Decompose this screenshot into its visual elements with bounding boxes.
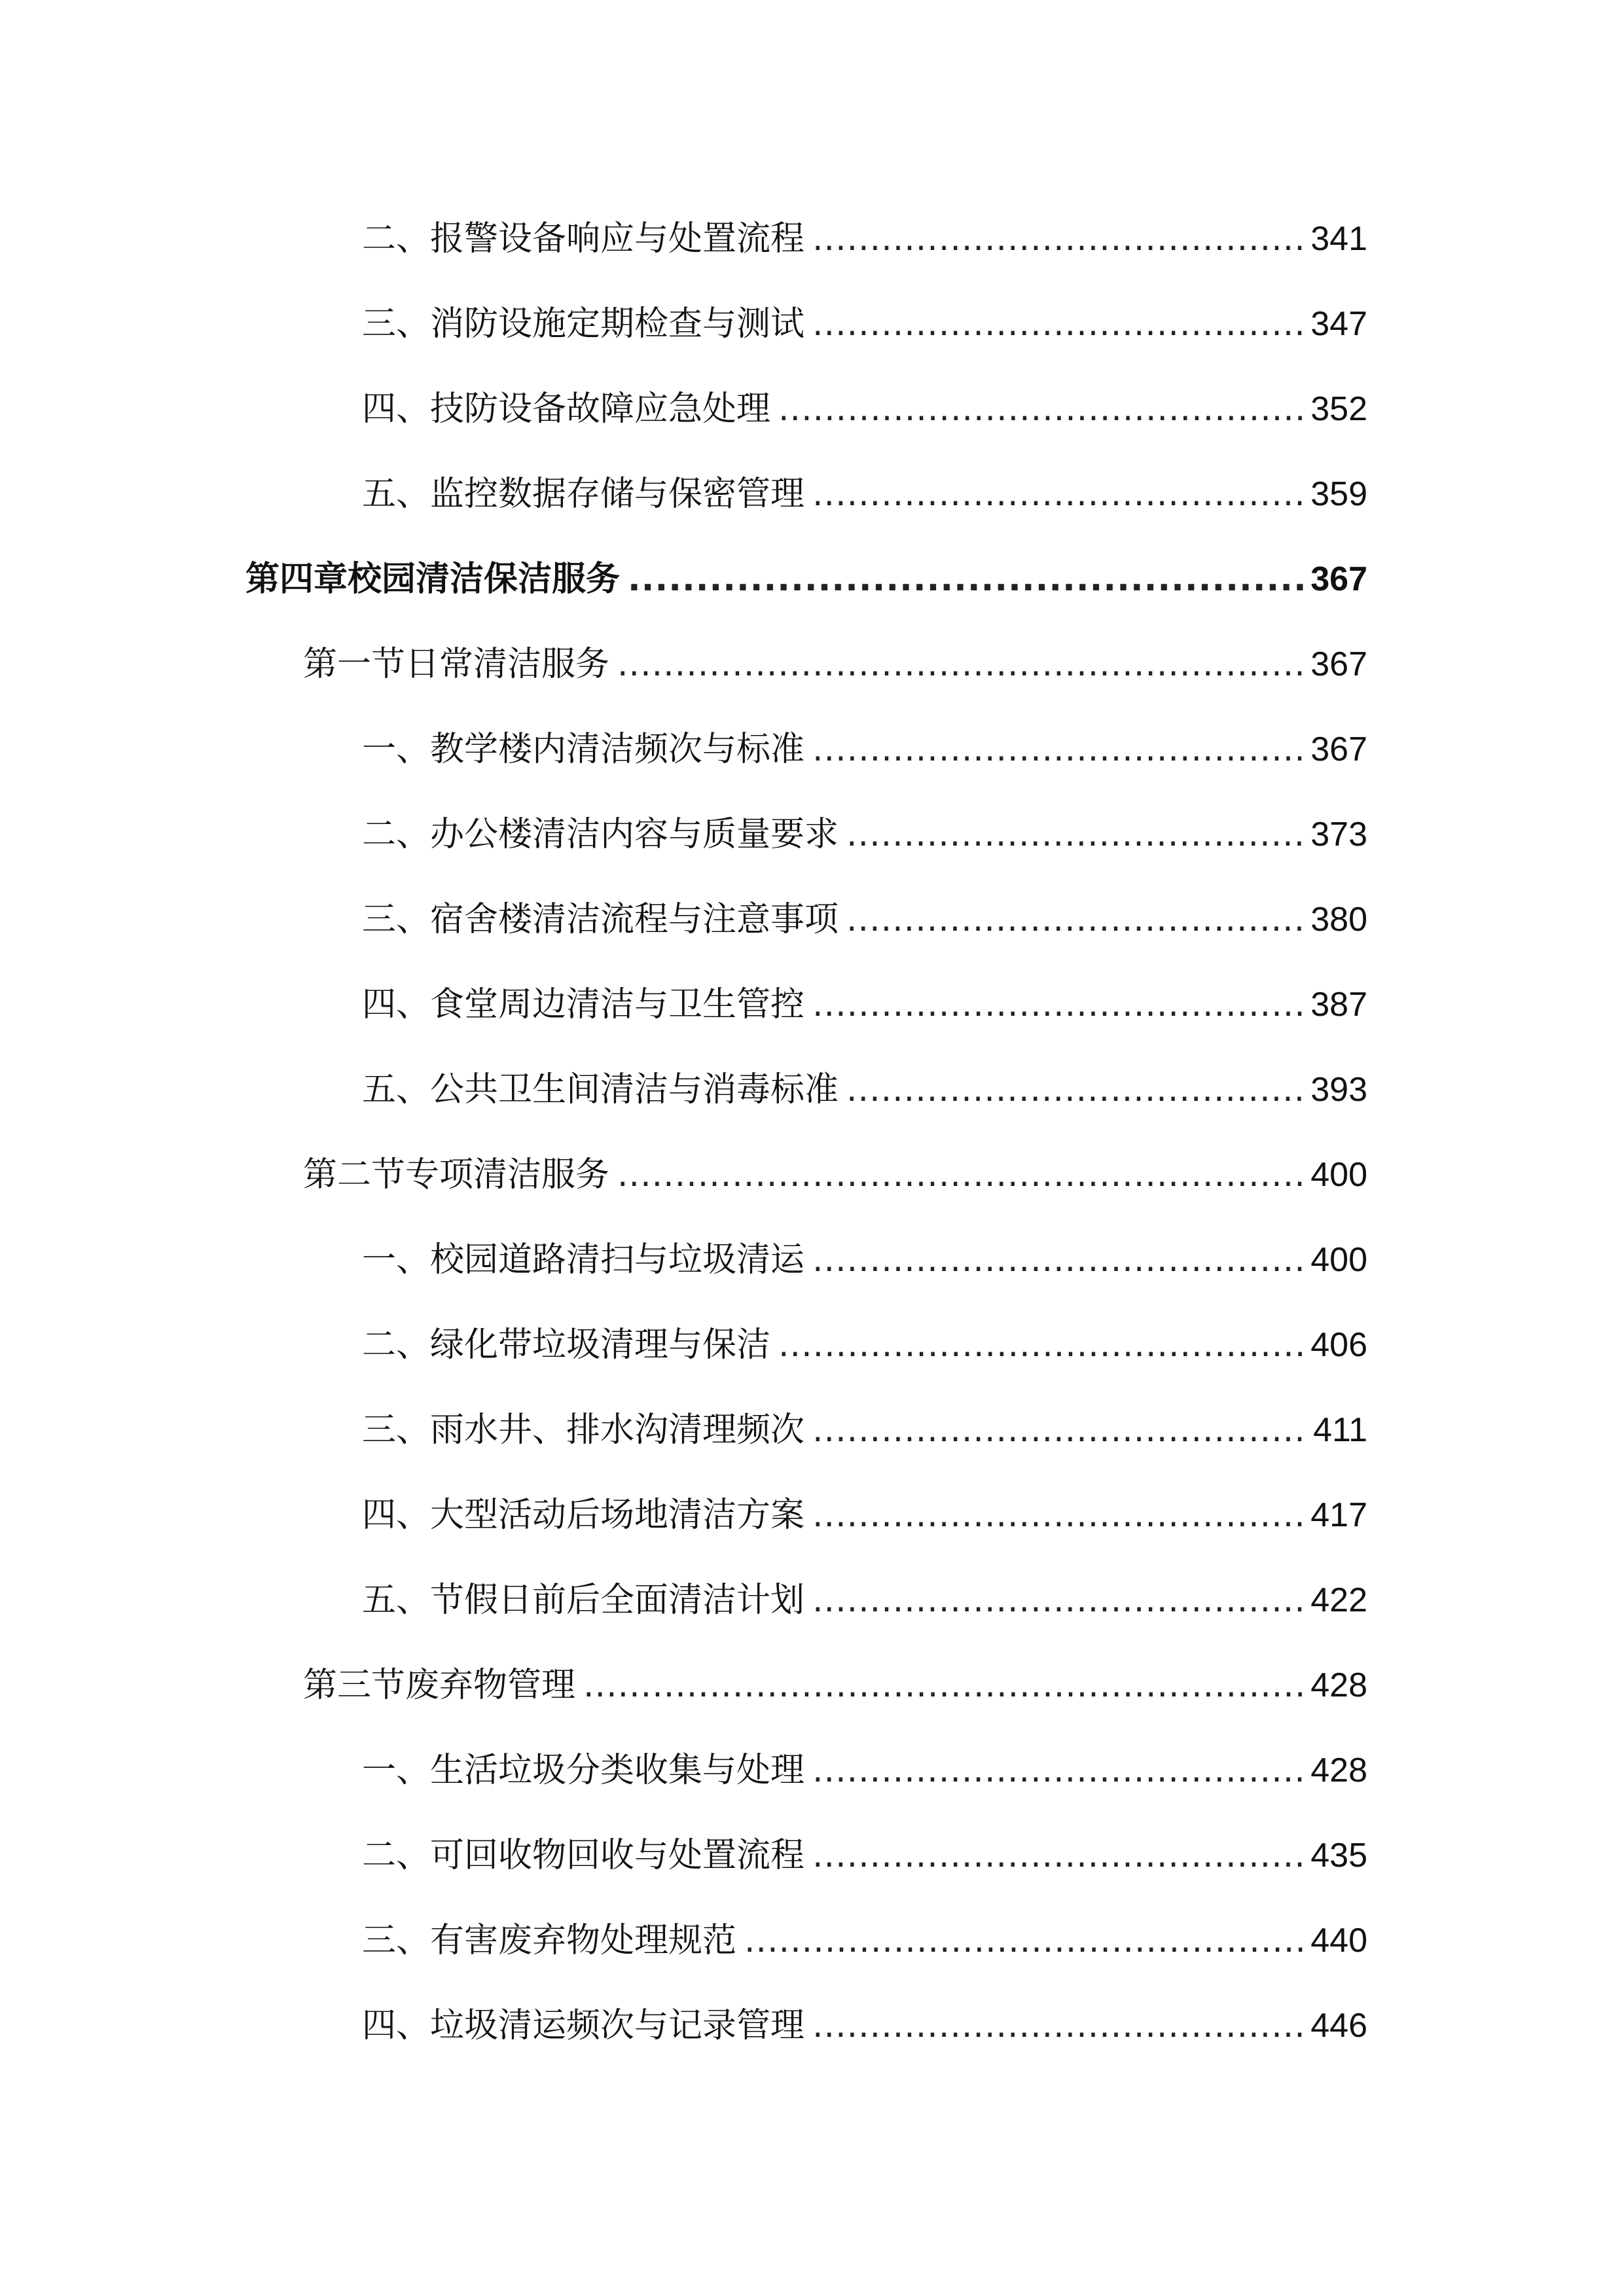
toc-entry[interactable] <box>362 1741 1367 1800</box>
toc-entry[interactable] <box>362 1911 1367 1970</box>
toc-entry-page: 367 <box>1310 560 1367 598</box>
toc-entry-page: 406 <box>1310 1326 1367 1364</box>
toc-entry-title: 二、报警设备响应与处置流程 <box>362 219 805 259</box>
toc-dot-leader <box>628 550 1307 609</box>
toc-section-entry[interactable] <box>303 1145 1367 1204</box>
toc-entry-page: 367 <box>1310 730 1367 768</box>
toc-dot-leader <box>812 1230 1307 1289</box>
toc-entry-title: 二、可回收物回收与处置流程 <box>362 1836 805 1875</box>
toc-entry-page: 446 <box>1310 2007 1367 2045</box>
toc-entry-title: 第二节专项清洁服务 <box>303 1155 610 1194</box>
toc-dot-leader <box>812 720 1307 779</box>
toc-dot-leader <box>812 1826 1307 1885</box>
toc-entry-page: 417 <box>1310 1496 1367 1534</box>
toc-entry-page: 347 <box>1310 305 1367 343</box>
toc-entry-title: 第四章校园清洁保洁服务 <box>245 560 621 599</box>
toc-chapter-entry[interactable] <box>245 550 1367 609</box>
toc-dot-leader <box>812 975 1307 1034</box>
toc-entry[interactable] <box>362 209 1367 268</box>
toc-entry-page: 393 <box>1310 1071 1367 1109</box>
toc-entry-title: 第三节废弃物管理 <box>303 1666 576 1705</box>
toc-dot-leader <box>812 1571 1307 1630</box>
toc-entry-title: 第一节日常清洁服务 <box>303 645 610 684</box>
toc-entry-title: 三、有害废弃物处理规范 <box>362 1921 737 1960</box>
toc-entry-page: 387 <box>1310 986 1367 1024</box>
toc-entry[interactable] <box>362 1486 1367 1545</box>
toc-entry[interactable] <box>362 1996 1367 2055</box>
toc-entry-page: 428 <box>1310 1751 1367 1789</box>
toc-entry-page: 435 <box>1310 1837 1367 1874</box>
toc-entry-title: 四、垃圾清运频次与记录管理 <box>362 2006 805 2045</box>
toc-entry-title: 二、办公楼清洁内容与质量要求 <box>362 815 839 854</box>
toc-entry-page: 367 <box>1310 645 1367 683</box>
toc-entry[interactable] <box>362 890 1367 949</box>
toc-entry-page: 359 <box>1310 475 1367 513</box>
toc-dot-leader <box>617 1145 1307 1204</box>
toc-entry-title: 一、教学楼内清洁频次与标准 <box>362 730 805 769</box>
toc-dot-leader <box>846 805 1307 864</box>
toc-dot-leader <box>812 1741 1307 1800</box>
toc-dot-leader <box>812 1486 1307 1545</box>
toc-dot-leader <box>617 635 1307 694</box>
toc-dot-leader <box>812 1996 1307 2055</box>
toc-entry-title: 四、大型活动后场地清洁方案 <box>362 1496 805 1535</box>
toc-entry[interactable] <box>362 380 1367 439</box>
toc-entry-title: 三、宿舍楼清洁流程与注意事项 <box>362 900 839 939</box>
toc-entry-title: 四、技防设备故障应急处理 <box>362 389 771 429</box>
toc-entry-page: 400 <box>1310 1241 1367 1279</box>
toc-dot-leader <box>846 1060 1307 1119</box>
toc-entry-title: 一、生活垃圾分类收集与处理 <box>362 1751 805 1790</box>
toc-entry[interactable] <box>362 1826 1367 1885</box>
toc-dot-leader <box>583 1656 1307 1715</box>
toc-entry-page: 352 <box>1310 390 1367 428</box>
toc-section-entry[interactable] <box>303 1656 1367 1715</box>
toc-entry[interactable] <box>362 720 1367 779</box>
toc-dot-leader <box>778 1316 1307 1374</box>
toc-entry[interactable] <box>362 805 1367 864</box>
toc-entry[interactable] <box>362 1571 1367 1630</box>
toc-dot-leader <box>812 295 1307 353</box>
toc-entry[interactable] <box>362 1316 1367 1374</box>
toc-entry-page: 411 <box>1313 1411 1367 1449</box>
toc-entry[interactable] <box>362 1060 1367 1119</box>
toc-dot-leader <box>812 465 1307 524</box>
toc-entry-title: 三、雨水井、排水沟清理频次 <box>362 1410 805 1450</box>
toc-dot-leader <box>744 1911 1307 1970</box>
toc-entry[interactable] <box>362 465 1367 524</box>
toc-entry-page: 422 <box>1310 1581 1367 1619</box>
toc-entry-page: 428 <box>1310 1666 1367 1704</box>
toc-section-entry[interactable] <box>303 635 1367 694</box>
toc-entry-page: 400 <box>1310 1156 1367 1194</box>
toc-entry[interactable] <box>362 1401 1367 1460</box>
toc-entry[interactable] <box>362 295 1367 353</box>
toc-entry-title: 五、监控数据存储与保密管理 <box>362 475 805 514</box>
toc-dot-leader <box>812 209 1307 268</box>
toc-entry-title: 五、公共卫生间清洁与消毒标准 <box>362 1070 839 1109</box>
toc-entry-title: 二、绿化带垃圾清理与保洁 <box>362 1325 771 1365</box>
toc-entry-page: 380 <box>1310 901 1367 939</box>
toc-dot-leader <box>812 1401 1309 1460</box>
toc-dot-leader <box>846 890 1307 949</box>
toc-entry-page: 341 <box>1310 220 1367 258</box>
toc-entry-title: 三、消防设施定期检查与测试 <box>362 304 805 344</box>
toc-entry-page: 440 <box>1310 1922 1367 1960</box>
toc-entry[interactable] <box>362 1230 1367 1289</box>
toc-entry-page: 373 <box>1310 816 1367 853</box>
toc-entry[interactable] <box>362 975 1367 1034</box>
toc-dot-leader <box>778 380 1307 439</box>
toc-entry-title: 五、节假日前后全面清洁计划 <box>362 1581 805 1620</box>
toc-entry-title: 一、校园道路清扫与垃圾清运 <box>362 1240 805 1280</box>
toc-entry-title: 四、食堂周边清洁与卫生管控 <box>362 985 805 1024</box>
